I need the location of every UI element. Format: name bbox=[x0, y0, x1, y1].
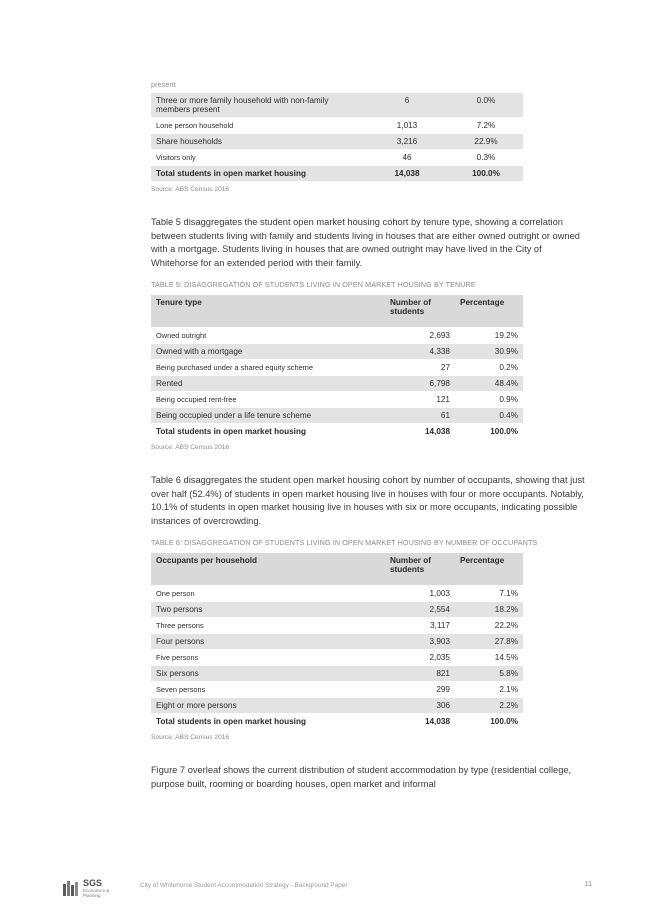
tenure-table bbox=[151, 295, 523, 440]
row-count: 6 bbox=[365, 93, 449, 118]
table-row bbox=[151, 328, 523, 344]
row-count: 3,216 bbox=[365, 134, 449, 150]
table-row bbox=[151, 360, 523, 376]
logo-subtitle: Economics & Planning bbox=[83, 888, 110, 898]
table-total-row bbox=[151, 166, 523, 182]
table-row bbox=[151, 408, 523, 424]
row-label: Total students in open market housing bbox=[151, 166, 365, 182]
table-total-row bbox=[151, 424, 523, 440]
sgs-logo-icon bbox=[62, 879, 80, 897]
row-count: 14,038 bbox=[385, 424, 455, 440]
table-row bbox=[151, 344, 523, 360]
row-pct: 2.1% bbox=[455, 682, 523, 698]
page-footer bbox=[62, 876, 592, 900]
table-row bbox=[151, 150, 523, 166]
row-pct: 48.4% bbox=[455, 376, 523, 392]
row-pct: 27.8% bbox=[455, 634, 523, 650]
table5-caption: TABLE 5: DISAGGREGATION OF STUDENTS LIVING IN OPEN MARKET HOUSING BY TENURE bbox=[151, 280, 476, 289]
table-row bbox=[151, 134, 523, 150]
row-label: Being occupied rent-free bbox=[151, 392, 385, 408]
row-label: Seven persons bbox=[151, 682, 385, 698]
row-label: Total students in open market housing bbox=[151, 424, 385, 440]
row-label: Three or more family household with non-family members present bbox=[151, 93, 365, 118]
row-pct: 2.2% bbox=[455, 698, 523, 714]
row-pct: 14.5% bbox=[455, 650, 523, 666]
row-count: 306 bbox=[385, 698, 455, 714]
row-pct: 7.1% bbox=[455, 586, 523, 602]
row-count: 2,035 bbox=[385, 650, 455, 666]
table-row bbox=[151, 602, 523, 618]
page-number: 11 bbox=[584, 881, 592, 888]
row-count: 2,554 bbox=[385, 602, 455, 618]
row-pct: 0.0% bbox=[449, 93, 523, 118]
row-count: 2,693 bbox=[385, 328, 455, 344]
table6-source: Source: ABS Census 2016 bbox=[151, 734, 230, 741]
row-label: Owned with a mortgage bbox=[151, 344, 385, 360]
row-count: 46 bbox=[365, 150, 449, 166]
row-pct: 22.9% bbox=[449, 134, 523, 150]
row-pct: 100.0% bbox=[449, 166, 523, 182]
row-pct: 19.2% bbox=[455, 328, 523, 344]
logo-text: SGS bbox=[83, 878, 103, 888]
table-row bbox=[151, 634, 523, 650]
table4-cutoff-row: present bbox=[151, 80, 176, 89]
row-count: 1,003 bbox=[385, 586, 455, 602]
table-row bbox=[151, 118, 523, 134]
header-number: Number of students bbox=[385, 553, 455, 586]
row-label: Five persons bbox=[151, 650, 385, 666]
row-label: Lone person household bbox=[151, 118, 365, 134]
page-content bbox=[151, 80, 591, 791]
table5-source: Source: ABS Census 2016 bbox=[151, 444, 230, 451]
header-number: Number of students bbox=[385, 295, 455, 328]
table-row bbox=[151, 376, 523, 392]
table-row bbox=[151, 698, 523, 714]
row-count: 61 bbox=[385, 408, 455, 424]
occupants-table bbox=[151, 553, 523, 730]
sgs-logo bbox=[62, 876, 122, 900]
paragraph-occupants: Table 6 disaggregates the student open market housing cohort by number of occupants, showing that just over half (52.4%) of students in open market housing live in houses with four or more occupants. Notably, 10.1% of students in open market housing live in houses with six or more occupants, indicating possible instances of overcrowding. bbox=[151, 475, 585, 526]
row-label: Eight or more persons bbox=[151, 698, 385, 714]
row-label: Three persons bbox=[151, 618, 385, 634]
household-type-table bbox=[151, 93, 523, 182]
header-occupants: Occupants per household bbox=[151, 553, 385, 586]
paragraph-tenure: Table 5 disaggregates the student open market housing cohort by tenure type, showing a correlation between students living with family and students living in houses that are either owned outright or owned with a mortgage. Students living in houses that are owned outright may have lived in the City of Whitehorse for an extended period with their family. bbox=[151, 217, 580, 268]
row-pct: 22.2% bbox=[455, 618, 523, 634]
row-label: Being occupied under a life tenure scheme bbox=[151, 408, 385, 424]
row-count: 821 bbox=[385, 666, 455, 682]
header-percentage: Percentage bbox=[455, 553, 523, 586]
row-count: 14,038 bbox=[385, 714, 455, 730]
header-tenure-type: Tenure type bbox=[151, 295, 385, 328]
header-percentage: Percentage bbox=[455, 295, 523, 328]
row-label: One person bbox=[151, 586, 385, 602]
table-row bbox=[151, 392, 523, 408]
row-count: 4,338 bbox=[385, 344, 455, 360]
row-label: Visitors only bbox=[151, 150, 365, 166]
row-label: Share households bbox=[151, 134, 365, 150]
row-count: 121 bbox=[385, 392, 455, 408]
row-pct: 18.2% bbox=[455, 602, 523, 618]
row-count: 1,013 bbox=[365, 118, 449, 134]
table-header-row bbox=[151, 553, 523, 586]
table4-source: Source: ABS Census 2016 bbox=[151, 186, 230, 193]
row-pct: 0.9% bbox=[455, 392, 523, 408]
row-label: Two persons bbox=[151, 602, 385, 618]
row-count: 6,798 bbox=[385, 376, 455, 392]
row-pct: 0.4% bbox=[455, 408, 523, 424]
row-count: 27 bbox=[385, 360, 455, 376]
table-header-row bbox=[151, 295, 523, 328]
row-label: Total students in open market housing bbox=[151, 714, 385, 730]
row-count: 3,117 bbox=[385, 618, 455, 634]
table-row bbox=[151, 666, 523, 682]
table-total-row bbox=[151, 714, 523, 730]
row-label: Six persons bbox=[151, 666, 385, 682]
row-label: Owned outright bbox=[151, 328, 385, 344]
row-label: Rented bbox=[151, 376, 385, 392]
row-pct: 0.2% bbox=[455, 360, 523, 376]
row-count: 3,903 bbox=[385, 634, 455, 650]
row-label: Four persons bbox=[151, 634, 385, 650]
table-row bbox=[151, 682, 523, 698]
row-pct: 0.3% bbox=[449, 150, 523, 166]
row-pct: 100.0% bbox=[455, 424, 523, 440]
table-row bbox=[151, 586, 523, 602]
table6-caption: TABLE 6: DISAGGREGATION OF STUDENTS LIVING IN OPEN MARKET HOUSING BY NUMBER OF OCCUPANTS bbox=[151, 538, 538, 547]
table-row bbox=[151, 618, 523, 634]
row-count: 299 bbox=[385, 682, 455, 698]
row-label: Being purchased under a shared equity scheme bbox=[151, 360, 385, 376]
row-count: 14,038 bbox=[365, 166, 449, 182]
row-pct: 100.0% bbox=[455, 714, 523, 730]
footer-document-title: City of Whitehorse Student Accommodation Strategy - Background Paper bbox=[140, 882, 348, 889]
row-pct: 7.2% bbox=[449, 118, 523, 134]
row-pct: 5.8% bbox=[455, 666, 523, 682]
table-row bbox=[151, 93, 523, 118]
row-pct: 30.9% bbox=[455, 344, 523, 360]
table-row bbox=[151, 650, 523, 666]
paragraph-figure7: Figure 7 overleaf shows the current distribution of student accommodation by type (residential college, purpose built, rooming or boarding houses, open market and informal bbox=[151, 765, 572, 789]
